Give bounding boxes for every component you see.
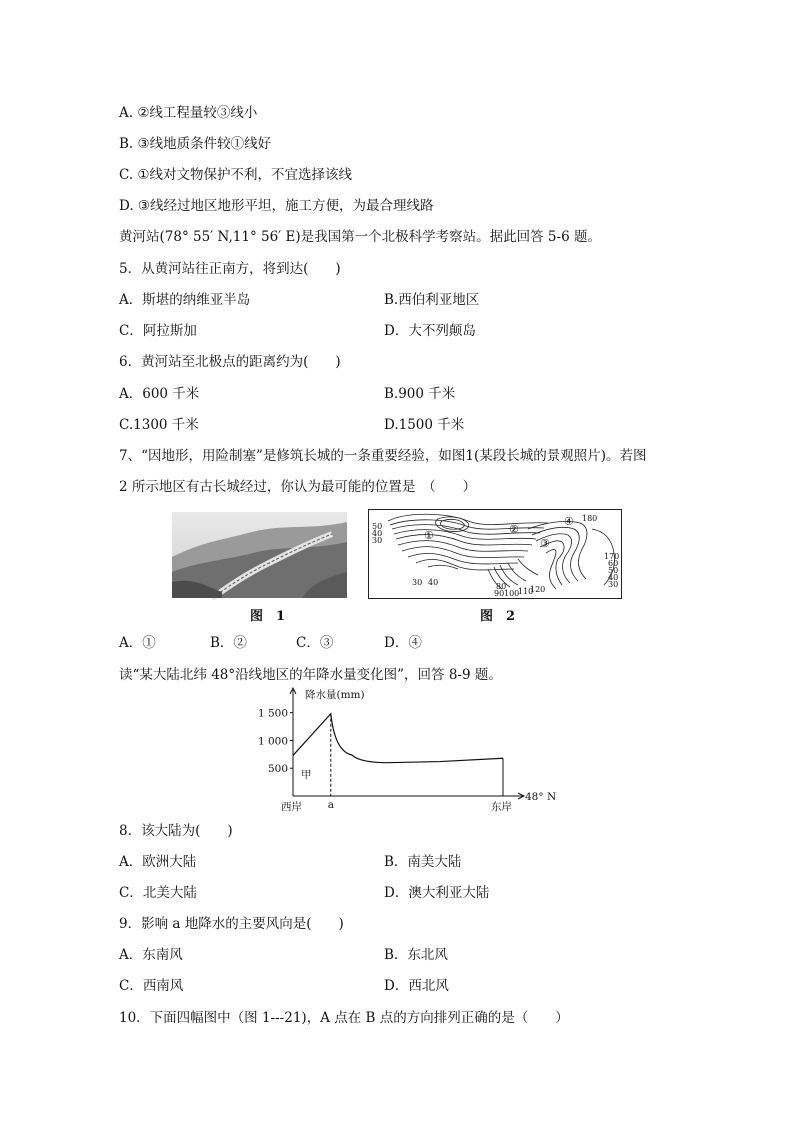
option-c-line: C. ①线对文物保护不利，不宜选择该线	[119, 167, 353, 183]
q8-option-d: D．澳大利亚大陆	[384, 885, 490, 901]
contour-label-b90: 90	[494, 589, 505, 598]
contour-label-r170: 170	[604, 552, 620, 561]
figure-2-caption: 图 2	[480, 609, 516, 624]
question-10: 10．下面四幅图中（图 1---21)，A 点在 B 点的方向排列正确的是（ ）	[119, 1010, 569, 1026]
contour-label-b100: 100	[504, 589, 520, 598]
point-a-label: a	[327, 799, 335, 811]
east-coast-label: 东岸	[491, 801, 512, 813]
figure-1-caption: 图 1	[250, 609, 286, 624]
question-7-line2: 2 所示地区有古长城经过，你认为最可能的位置是 （ ）	[119, 479, 477, 495]
great-wall-photo	[172, 512, 347, 598]
q9-option-c: C．西南风	[119, 978, 184, 994]
contour-label-b80: 80	[496, 582, 507, 591]
q7-option-d: D．④	[384, 635, 422, 651]
question-6: 6．黄河站至北极点的距离约为( )	[119, 354, 341, 370]
option-a-line: A. ②线工程量较③线小	[119, 105, 258, 121]
q7-option-a: A．①	[119, 635, 156, 651]
contour-label-r40: 40	[608, 573, 619, 582]
question-5: 5．从黄河站往正南方，将到达( )	[119, 261, 341, 277]
q7-option-b: B．②	[210, 635, 247, 651]
huanghe-intro: 黄河站(78° 55′ N,11° 56′ E)是我国第一个北极科学考察站。据此回答 5-6 题。	[119, 229, 601, 245]
q7-option-c: C．③	[296, 635, 334, 651]
contour-label-40: 40	[372, 529, 383, 538]
contour-label-r30: 30	[608, 580, 619, 589]
q6-option-c: C.1300 千米	[119, 417, 199, 433]
question-7-line1: 7、“因地形，用险制塞”是修筑长城的一条重要经验，如图1(某段长城的景观照片)。若图	[119, 448, 647, 464]
y-tick-label: 1 500	[257, 707, 288, 720]
y-tick-label: 1 000	[257, 735, 288, 748]
q6-option-d: D.1500 千米	[384, 417, 465, 433]
option-d-line: D. ③线经过地区地形平坦，施工方便，为最合理线路	[119, 198, 434, 214]
q6-option-b: B.900 千米	[384, 386, 456, 402]
marker-4: ④	[564, 515, 574, 528]
contour-label-30: 30	[372, 536, 383, 545]
question-8: 8．该大陆为( )	[119, 823, 233, 839]
precipitation-chart	[255, 686, 557, 816]
contour-label-b30: 30	[412, 578, 423, 587]
q5-option-c: C．阿拉斯加	[119, 323, 197, 339]
contour-map	[368, 509, 622, 599]
y-axis-label: 降水量(mm)	[305, 689, 365, 701]
contour-label-b110: 110	[518, 587, 534, 596]
q9-option-d: D．西北风	[384, 978, 449, 994]
q5-option-d: D．大不列颠岛	[384, 323, 476, 339]
region-jia-label: 甲	[301, 769, 312, 781]
question-9: 9．影响 a 地降水的主要风向是( )	[119, 916, 344, 932]
q5-option-b: B.西伯利亚地区	[384, 292, 480, 308]
contour-label-180: 180	[582, 514, 598, 523]
q6-option-a: A．600 千米	[119, 386, 200, 402]
q8-option-b: B．南美大陆	[384, 854, 462, 870]
marker-2: ②	[509, 523, 519, 536]
x-axis-label: 48° N	[525, 791, 557, 803]
west-coast-label: 西岸	[281, 801, 302, 813]
q8-option-c: C．北美大陆	[119, 885, 197, 901]
option-b-line: B. ③线地质条件较①线好	[119, 136, 272, 152]
intro-8-9: 读“某大陆北纬 48°沿线地区的年降水量变化图”，回答 8-9 题。	[119, 667, 502, 683]
q5-option-a: A．斯堪的纳维亚半岛	[119, 292, 251, 308]
q9-option-b: B．东北风	[384, 947, 448, 963]
marker-1: ①	[424, 529, 434, 542]
contour-label-r50: 50	[608, 566, 619, 575]
contour-label-r60: 60	[608, 559, 619, 568]
q8-option-a: A．欧洲大陆	[119, 854, 197, 870]
contour-label-50: 50	[372, 522, 383, 531]
contour-label-b120: 120	[530, 585, 546, 594]
precipitation-line	[293, 714, 503, 763]
q9-option-a: A．东南风	[119, 947, 183, 963]
marker-3: ③	[540, 537, 550, 550]
contour-label-b40: 40	[428, 578, 439, 587]
y-tick-label: 500	[267, 763, 288, 776]
